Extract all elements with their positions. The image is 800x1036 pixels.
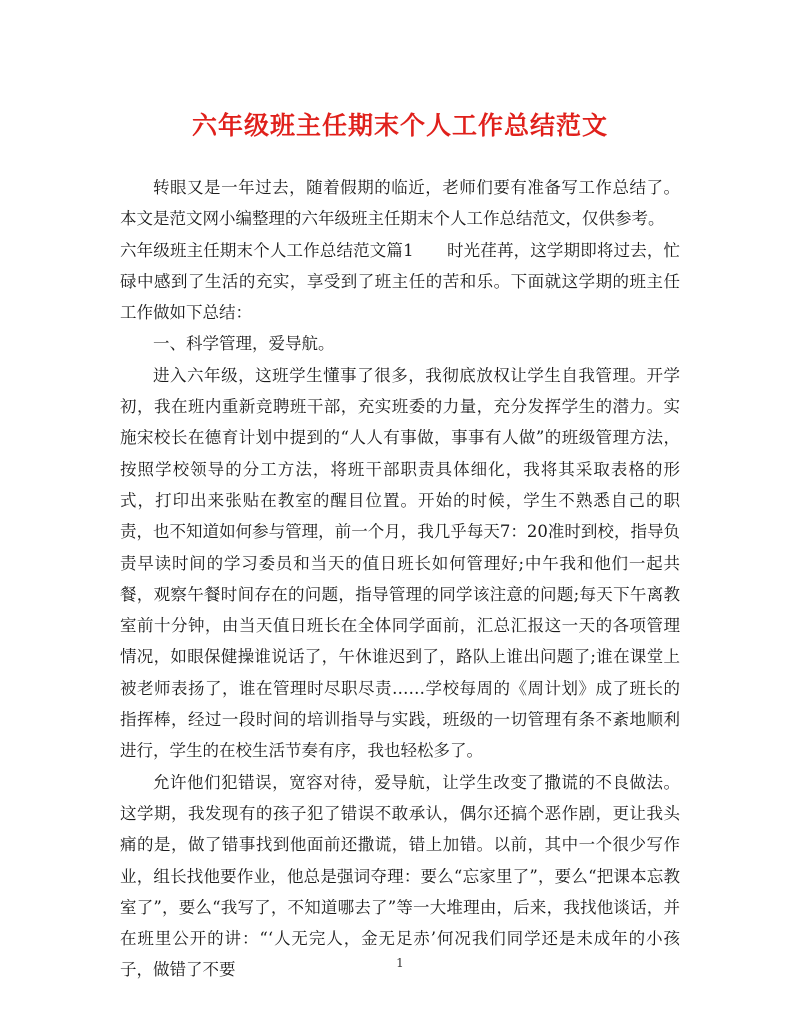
body-paragraph: 允许他们犯错误，宽容对待，爱导航，让学生改变了撒谎的不良做法。这学期，我发现有的孩子犯了错误不敢承认，偶尔还搞个恶作剧，更让我头痛的是，做了错事找到他面前还撒谎，错上加错。以前，其中一个很少写作业，组长找他要作业，他总是强词夺理：要么“忘家里了”，要么“把课本忘教室了”，要么“我写了，不知道哪去了”等一大堆理由，后来，我找他谈话，并在班里公开的讲：“‘人无完人，金无足赤’何况我们同学还是未成年的小孩子，做错了不要 [120, 772, 680, 980]
body-paragraph: 进入六年级，这班学生懂事了很多，我彻底放权让学生自我管理。开学初，我在班内重新竞聘班干部，充实班委的力量，充分发挥学生的潜力。实施宋校长在德育计划中提到的“人人有事做，事事有人做”的班级管理方法，按照学校领导的分工方法，将班干部职责具体细化，我将其采取表格的形式，打印出来张贴在教室的醒目位置。开始的时候，学生不熟悉自己的职责，也不知道如何参与管理，前一个月，我几乎每天7：20准时到校，指导负责早读时间的学习委员和当天的值日班长如何管理好;中午我和他们一起共餐，观察午餐时间存在的问题，指导管理的同学该注意的问题;每天下午离教室前十分钟，由当天值日班长在全体同学面前，汇总汇报这一天的各项管理情况，如眼保健操谁说话了，午休谁迟到了，路队上谁出问题了;谁在课堂上被老师表扬了，谁在管理时尽职尽责……学校每周的《周计划》成了班长的指挥棒，经过一段时间的培训指导与实践，班级的一切管理有条不紊地顺利进行，学生的在校生活节奏有序，我也轻松多了。 [120, 365, 680, 761]
document-body [120, 172, 680, 986]
page-number: 1 [396, 956, 404, 970]
article-heading-paragraph: 六年级班主任期末个人工作总结范文篇1 时光荏苒，这学期即将过去，忙碌中感到了生活的充实，享受到了班主任的苦和乐。下面就这学期的班主任工作做如下总结： [120, 240, 680, 323]
document-title: 六年级班主任期末个人工作总结范文 [191, 111, 608, 140]
section-heading: 一、科学管理，爱导航。 [153, 334, 335, 354]
intro-paragraph: 转眼又是一年过去，随着假期的临近，老师们要有准备写工作总结了。本文是范文网小编整理的六年级班主任期末个人工作总结范文，仅供参考。 [120, 178, 680, 229]
